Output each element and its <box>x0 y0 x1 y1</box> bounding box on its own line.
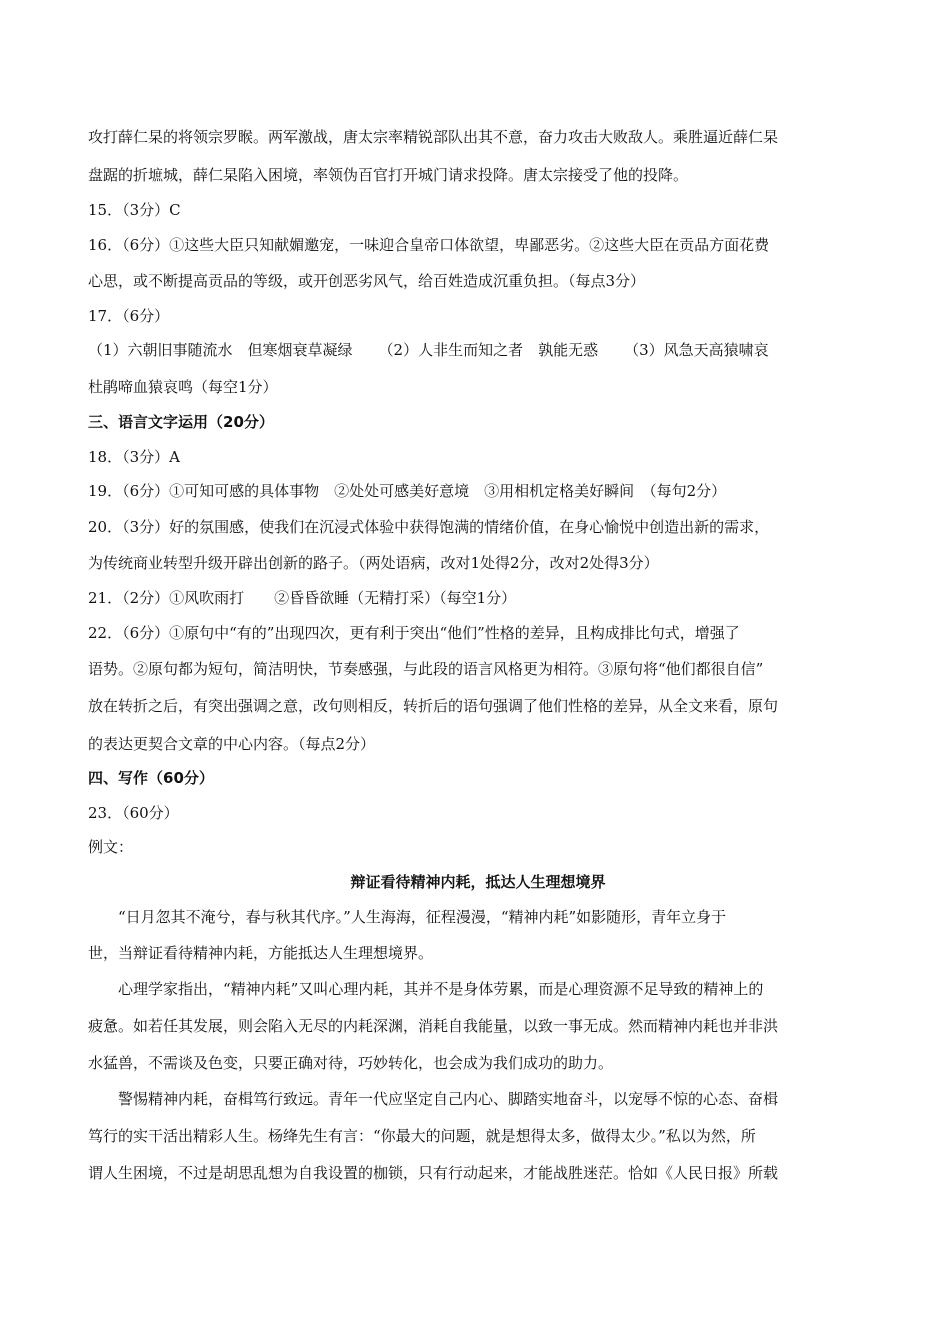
answer-17: 17．（6分） <box>88 307 170 325</box>
answer-15: 15．（3分）C <box>88 201 181 219</box>
essay-paragraph-line: 心理学家指出，“精神内耗”又叫心理内耗，其并不是身体劳累，而是心理资源不足导致的精神上的 <box>118 980 764 998</box>
section-heading: 三、语言文字运用（20分） <box>88 413 274 431</box>
text-line: 盘踞的折墌城，薛仁杲陷入困境，率领伪百官打开城门请求投降。唐太宗接受了他的投降。 <box>88 166 689 184</box>
text-line: 放在转折之后，有突出强调之意，改句则相反，转折后的语句强调了他们性格的差异，从全文来看，原句 <box>88 697 779 715</box>
answer-17-items <box>88 340 868 360</box>
essay-paragraph-line: “日月忽其不淹兮，春与秋其代序。”人生海海，征程漫漫，“精神内耗”如影随形，青年立身于 <box>118 908 727 926</box>
essay-paragraph-line: 笃行的实干活出精彩人生。杨绛先生有言：“你最大的问题，就是想得太多，做得太少。”私以为然，所 <box>88 1127 756 1145</box>
essay-paragraph-line: 水猛兽，不需谈及色变，只要正确对待，巧妙转化，也会成为我们成功的助力。 <box>88 1054 614 1072</box>
essay-paragraph-line: 谓人生困境，不过是胡思乱想为自我设置的枷锁，只有行动起来，才能战胜迷茫。恰如《人民日报》所载 <box>88 1164 779 1182</box>
answer-22: 22．（6分）①原句中“有的”出现四次，更有利于突出“他们”性格的差异，且构成排比句式，增强了 <box>88 624 740 642</box>
answer-19: 19．（6分）①可知可感的具体事物 ②处处可感美好意境 ③用相机定格美好瞬间 （每句2分） <box>88 482 727 500</box>
answer-17-item-1: （1）六朝旧事随流水 但寒烟衰草凝绿 <box>88 341 353 359</box>
answer-17-item-3: （3）风急天高猿啸哀 <box>624 341 769 359</box>
answer-16: 16．（6分）①这些大臣只知献媚邀宠，一味迎合皇帝口体欲望，卑鄙恶劣。②这些大臣在贡品方面花费 <box>88 236 770 254</box>
answer-17-item-2: （2）人非生而知之者 孰能无惑 <box>378 341 599 359</box>
answer-23: 23．（60分） <box>88 804 179 822</box>
essay-title: 辩证看待精神内耗，抵达人生理想境界 <box>350 873 606 891</box>
essay-paragraph-line: 世，当辩证看待精神内耗，方能抵达人生理想境界。 <box>88 944 434 962</box>
text-line: 为传统商业转型升级开辟出创新的路子。（两处语病，改对1处得2分，改对2处得3分） <box>88 554 659 572</box>
answer-21: 21．（2分）①风吹雨打 ②昏昏欲睡（无精打采）（每空1分） <box>88 589 517 607</box>
answer-20: 20．（3分）好的氛围感，使我们在沉浸式体验中获得饱满的情绪价值，在身心愉悦中创造出新的需求， <box>88 518 770 536</box>
text-line: 杜鹃啼血猿哀鸣（每空1分） <box>88 378 278 396</box>
essay-paragraph-line: 疲惫。如若任其发展，则会陷入无尽的内耗深渊，消耗自我能量，以致一事无成。然而精神内耗也并非洪 <box>88 1017 779 1035</box>
answer-18: 18．（3分）A <box>88 448 180 466</box>
text-line: 的表达更契合文章的中心内容。（每点2分） <box>88 735 376 753</box>
section-heading: 四、写作（60分） <box>88 769 214 787</box>
text-line: 语势。②原句都为短句，简洁明快，节奏感强，与此段的语言风格更为相符。③原句将“他们都很自信” <box>88 660 764 678</box>
essay-paragraph-line: 警惕精神内耗，奋楫笃行致远。青年一代应坚定自己内心、脚踏实地奋斗，以宠辱不惊的心态、奋楫 <box>118 1090 779 1108</box>
text-line: 心思，或不断提高贡品的等级，或开创恶劣风气，给百姓造成沉重负担。（每点3分） <box>88 272 646 290</box>
example-label: 例文： <box>88 838 134 856</box>
text-line: 攻打薛仁杲的将领宗罗睺。两军激战，唐太宗率精锐部队出其不意，奋力攻击大败敌人。乘胜逼近薛仁杲 <box>88 128 779 146</box>
